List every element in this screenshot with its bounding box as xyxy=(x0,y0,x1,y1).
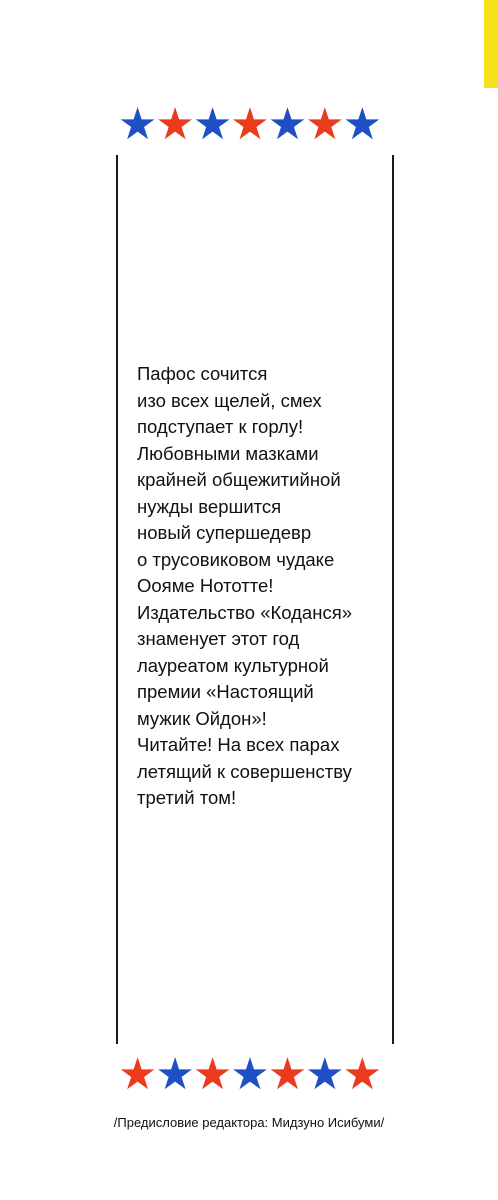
star-icon: ★ xyxy=(155,100,193,149)
blurb-line: Любовными мазками xyxy=(137,442,319,464)
star-icon: ★ xyxy=(192,100,231,149)
bottom-star-row xyxy=(0,1050,498,1099)
star-icon: ★ xyxy=(342,1050,381,1099)
star-icon: ★ xyxy=(155,1050,193,1099)
star-icon: ★ xyxy=(305,100,343,149)
star-icon: ★ xyxy=(305,1050,343,1099)
frame-right-line xyxy=(392,155,394,1044)
blurb-line: летящий к совершенству xyxy=(137,760,352,782)
frame-left-line xyxy=(116,155,118,1044)
editor-credit: /Предисловие редактора: Мидзуно Исибуми/ xyxy=(113,1115,385,1130)
blurb-line: премии «Настоящий xyxy=(137,681,314,702)
blurb-line: Издательство «Коданся» xyxy=(137,601,352,623)
blurb-line: нужды вершится xyxy=(137,495,282,517)
blurb-line: подступает к горлу! xyxy=(137,416,304,437)
blurb-line: о трусовиковом чудаке xyxy=(137,548,335,570)
star-icon: ★ xyxy=(267,1050,306,1099)
blurb-line: Читайте! На всех парах xyxy=(137,734,340,755)
star-icon: ★ xyxy=(342,100,381,149)
top-star-row xyxy=(0,100,498,149)
star-icon: ★ xyxy=(267,100,306,149)
blurb-text xyxy=(137,361,389,812)
blurb-line: крайней общежитийной xyxy=(137,469,341,490)
blurb-line: Оояме Нототте! xyxy=(137,575,274,596)
blurb-line: лауреатом культурной xyxy=(137,654,329,676)
yellow-corner-tab xyxy=(484,0,498,88)
blurb-line: третий том! xyxy=(137,787,237,808)
blurb-line: Пафос сочится xyxy=(137,363,268,384)
star-icon: ★ xyxy=(192,1050,231,1099)
blurb-line: мужик Ойдон»! xyxy=(137,707,267,729)
blurb-line: изо всех щелей, смех xyxy=(137,389,322,411)
star-icon: ★ xyxy=(117,100,156,149)
star-icon: ★ xyxy=(230,100,268,149)
star-icon: ★ xyxy=(230,1050,268,1099)
blurb-line: знаменует этот год xyxy=(137,628,300,649)
star-icon: ★ xyxy=(117,1050,156,1099)
blurb-line: новый супершедевр xyxy=(137,522,312,543)
